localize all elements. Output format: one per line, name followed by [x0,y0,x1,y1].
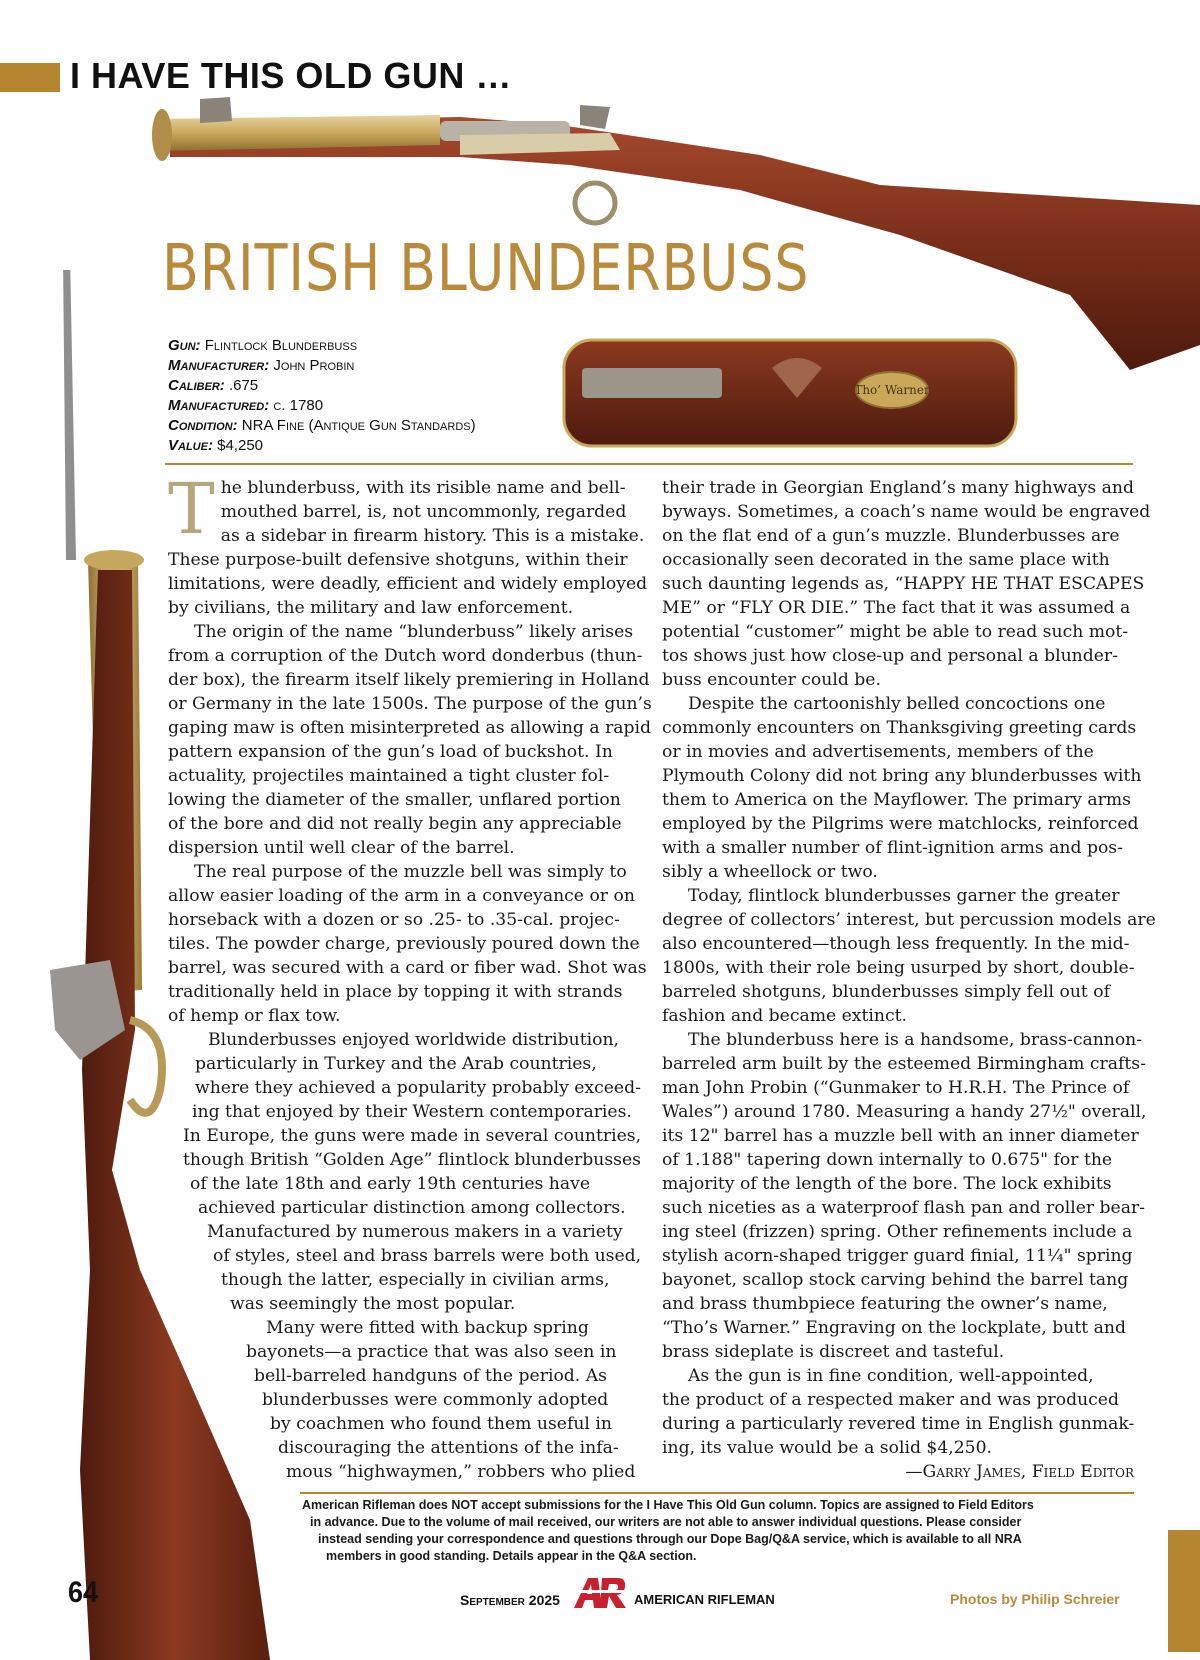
page-number: 64 [68,1576,99,1609]
text-line: degree of collectors’ interest, but percussion models are [662,910,1156,930]
spec-label: Gun: [168,337,201,354]
text-line: achieved particular distinction among collectors. [198,1198,626,1218]
text-line: “Tho’s Warner.” Engraving on the lockplate, butt and [662,1318,1126,1338]
text-line: also encountered—though less frequently. In the mid- [662,934,1130,954]
text-line: was seemingly the most popular. [230,1294,516,1314]
text-line: fashion and became extinct. [662,1006,907,1026]
text-line: byways. Sometimes, a coach’s name would be engraved [662,502,1151,522]
disclaimer-line: members in good standing. Details appear in the Q&A section. [326,1549,697,1563]
text-line: barreled arm built by the esteemed Birmingham crafts- [662,1054,1146,1074]
text-line: allow easier loading of the arm in a conveyance or on [168,886,635,906]
text-line: occasionally seen decorated in the same place with [662,550,1110,570]
text-line: though the latter, especially in civilian arms, [221,1270,610,1290]
text-line: Manufactured by numerous makers in a variety [207,1222,623,1242]
text-line: mouthed barrel, is, not uncommonly, regarded [220,502,627,522]
american-rifleman-logo-icon [572,1576,628,1610]
lock-detail-inset-photo [562,338,1018,448]
submission-disclaimer [302,1497,1134,1565]
text-line: bell-barreled handguns of the period. As [254,1366,607,1386]
text-line: or Germany in the late 1500s. The purpose of the gun’s [168,694,652,714]
text-line: Many were fitted with backup spring [266,1318,589,1338]
text-line: of 1.188" tapering down internally to 0.675" for the [662,1150,1113,1170]
text-line: where they achieved a popularity probably exceed- [195,1078,641,1098]
text-line: its 12" barrel has a muzzle bell with an inner diameter [662,1126,1139,1146]
column-title: I HAVE THIS OLD GUN … [70,55,512,96]
text-line: ing steel (frizzen) spring. Other refinements include a [662,1222,1133,1242]
text-line: of hemp or flax tow. [168,1006,341,1026]
text-line: such daunting legends as, “HAPPY HE THAT ESCAPES [662,574,1145,594]
disclaimer-line: in advance. Due to the volume of mail received, our writers are not able to answer individual questions. Please consider [310,1515,1022,1529]
text-line: tos shows just how close-up and personal a blunder- [662,646,1118,666]
divider [300,1492,1134,1494]
text-line: der box), the firearm itself likely premiering in Holland [168,670,650,690]
spec-label: Condition: [168,417,238,434]
spec-caliber [168,376,476,396]
text-line: majority of the length of the bore. The lock exhibits [662,1174,1112,1194]
text-line: discouraging the attentions of the infa- [278,1438,619,1458]
spec-label: Manufacturer: [168,357,270,374]
disclaimer-line: American Rifleman does NOT accept submissions for the I Have This Old Gun column. Topics are assigned to Field Editors [302,1498,1034,1512]
spec-value: John Probin [273,357,355,374]
spec-gun [168,336,476,356]
text-line: These purpose-built defensive shotguns, within their [168,550,628,570]
text-line: such niceties as a waterproof flash pan and roller bear- [662,1198,1145,1218]
text-line: gaping maw is often misinterpreted as allowing a rapid [168,718,652,738]
text-line: limitations, were deadly, efficient and widely employed [168,574,648,594]
disclaimer-line: instead sending your correspondence and questions through our Dope Bag/Q&A service, which is available to all NRA [318,1532,1022,1546]
text-line: from a corruption of the Dutch word donderbus (thun- [168,646,643,666]
text-line: pattern expansion of the gun’s load of buckshot. In [168,742,613,762]
spec-condition [168,416,476,436]
text-line: or in movies and advertisements, members of the [662,742,1094,762]
article-title: BRITISH BLUNDERBUSS [162,232,810,306]
text-line: mous “highwaymen,” robbers who plied [286,1462,636,1482]
text-line: ing that enjoyed by their Western contemporaries. [192,1102,632,1122]
spec-value: NRA Fine (Antique Gun Standards) [241,417,476,434]
text-line: actuality, projectiles maintained a tight cluster fol- [168,766,610,786]
text-line: as a sidebar in firearm history. This is a mistake. [220,526,645,546]
spec-block [168,336,476,456]
text-line: ME” or “FLY OR DIE.” The fact that it was assumed a [662,598,1131,618]
text-line: though British “Golden Age” flintlock blunderbusses [183,1150,641,1170]
spec-label: Caliber: [168,377,225,394]
text-line: sibly a wheellock or two. [662,862,878,882]
header-accent-bar [0,63,60,92]
text-line: 1800s, with their role being usurped by short, double- [662,958,1135,978]
text-line: ing, its value would be a solid $4,250. [662,1438,993,1458]
text-line: commonly encounters on Thanksgiving greeting cards [662,718,1137,738]
text-line: with a smaller number of flint-ignition arms and pos- [662,838,1123,858]
text-line: The origin of the name “blunderbuss” likely arises [194,622,634,642]
text-line: he blunderbuss, with its risible name and bell- [220,478,626,498]
text-line: and brass thumbpiece featuring the owner’s name, [662,1294,1108,1314]
text-line: of the bore and did not really begin any appreciable [168,814,622,834]
text-line: bayonet, scallop stock carving behind the barrel tang [662,1270,1129,1290]
text-line: The blunderbuss here is a handsome, brass-cannon- [688,1030,1143,1050]
text-line: of the late 18th and early 19th centuries have [190,1174,590,1194]
text-line: by civilians, the military and law enforcement. [168,598,574,618]
text-line: of styles, steel and brass barrels were both used, [213,1246,642,1266]
spec-label: Manufactured: [168,397,270,414]
text-line: brass sideplate is discreet and tasteful. [662,1342,1005,1362]
text-line: In Europe, the guns were made in several countries, [183,1126,642,1146]
text-line: particularly in Turkey and the Arab countries, [195,1054,597,1074]
spec-manufactured [168,396,476,416]
text-line: blunderbusses were commonly adopted [262,1390,609,1410]
spec-value-row [168,436,476,456]
spec-value: Flintlock Blunderbuss [204,337,358,354]
text-line: Despite the cartoonishly belled concoctions one [688,694,1106,714]
text-line: barrel, was secured with a card or fiber wad. Shot was [168,958,647,978]
text-line: barreled shotguns, blunderbusses simply fell out of [662,982,1110,1002]
spec-label: Value: [168,437,213,454]
photo-credit: Photos by Philip Schreier [950,1591,1120,1607]
text-line: by coachmen who found them useful in [270,1414,612,1434]
text-line: bayonets—a practice that was also seen in [246,1342,617,1362]
page-edge-tab [1168,1530,1200,1652]
thumbpiece-engraving: Tho’ Warner [854,383,930,397]
text-line: buss encounter could be. [662,670,881,690]
issue-date: September 2025 [460,1592,560,1608]
author-byline: —Garry James, Field Editor [905,1462,1134,1482]
text-line: Wales”) around 1780. Measuring a handy 27½" overall, [662,1102,1147,1122]
text-line: stylish acorn-shaped trigger guard finial, 11¼" spring [662,1246,1133,1266]
divider [165,463,1133,465]
text-line: Blunderbusses enjoyed worldwide distribution, [208,1030,620,1050]
text-line: Today, flintlock blunderbusses garner the greater [688,886,1120,906]
text-line: tiles. The powder charge, previously poured down the [168,934,640,954]
text-line: their trade in Georgian England’s many highways and [662,478,1134,498]
text-line: traditionally held in place by topping it with strands [168,982,623,1002]
article-column-left [168,468,652,1484]
spec-value: c. 1780 [273,397,324,414]
text-line: the product of a respected maker and was produced [662,1390,1119,1410]
spec-value: $4,250 [217,437,264,454]
text-line: Plymouth Colony did not bring any blunderbusses with [662,766,1142,786]
text-line: on the flat end of a gun’s muzzle. Blunderbusses are [662,526,1120,546]
text-line: man John Probin (“Gunmaker to H.R.H. The Prince of [662,1078,1130,1098]
text-line: lowing the diameter of the smaller, unflared portion [168,790,621,810]
text-line: employed by the Pilgrims were matchlocks, reinforced [662,814,1139,834]
spec-value: .675 [228,377,259,394]
drop-cap: T [168,468,215,550]
text-line: horseback with a dozen or so .25- to .35-cal. projec- [168,910,620,930]
text-line: The real purpose of the muzzle bell was simply to [194,862,627,882]
text-line: As the gun is in fine condition, well-appointed, [688,1366,1094,1386]
magazine-name: AMERICAN RIFLEMAN [634,1592,775,1607]
text-line: potential “customer” might be able to read such mot- [662,622,1129,642]
text-line: during a particularly revered time in English gunmak- [662,1414,1135,1434]
text-line: them to America on the Mayflower. The primary arms [662,790,1131,810]
article-column-right [662,476,1156,1484]
spec-manufacturer [168,356,476,376]
text-line: dispersion until well clear of the barrel. [168,838,515,858]
